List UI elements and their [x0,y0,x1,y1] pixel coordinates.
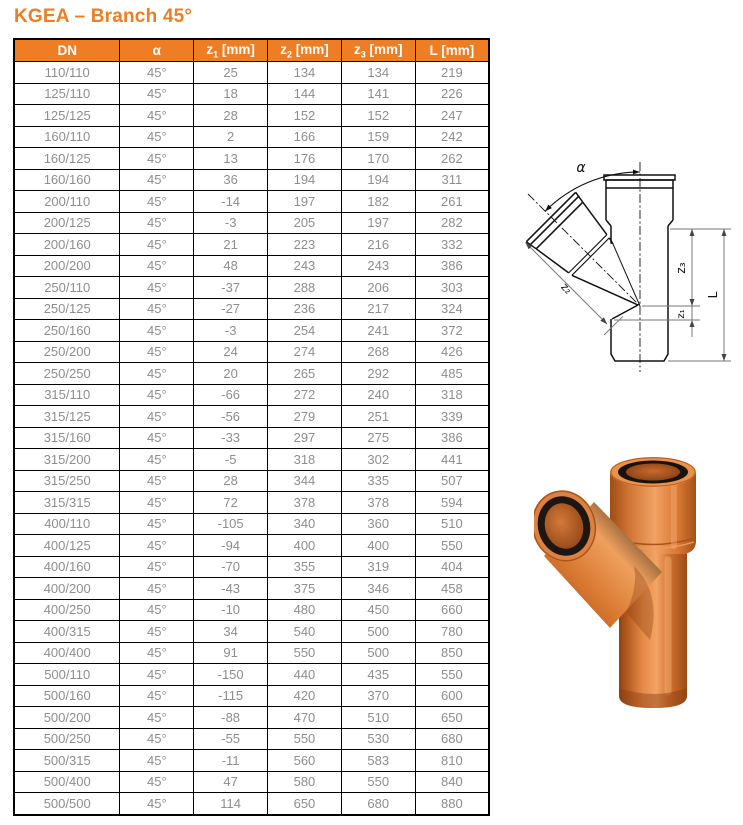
table-cell-z1: 25 [194,62,268,84]
table-cell-z1: -105 [194,513,268,535]
table-cell-dn: 200/110 [14,191,120,213]
table-cell-z2: 288 [268,277,342,299]
table-cell-z3: 319 [341,556,415,578]
table-body [14,62,489,815]
table-cell-l: 780 [415,621,489,643]
table-cell-z2: 470 [268,707,342,729]
table-cell-z1: -150 [194,664,268,686]
table-cell-dn: 200/200 [14,255,120,277]
table-cell-dn: 110/110 [14,62,120,84]
table-cell-dn: 125/110 [14,83,120,105]
table-cell-z1: -37 [194,277,268,299]
table-cell-l: 880 [415,793,489,815]
table-row [14,492,489,514]
table-cell-alpha: 45° [120,234,194,256]
l-label: L [706,291,720,299]
table-cell-z3: 159 [341,126,415,148]
table-row [14,406,489,428]
table-cell-z3: 134 [341,62,415,84]
table-cell-z2: 297 [268,427,342,449]
table-row [14,62,489,84]
table-cell-alpha: 45° [120,793,194,815]
table-row [14,728,489,750]
table-cell-z2: 540 [268,621,342,643]
table-cell-l: 850 [415,642,489,664]
table-cell-z3: 302 [341,449,415,471]
table-cell-z3: 370 [341,685,415,707]
table-cell-z1: -88 [194,707,268,729]
table-cell-l: 339 [415,406,489,428]
table-cell-dn: 400/200 [14,578,120,600]
table-cell-z2: 340 [268,513,342,535]
table-cell-dn: 250/160 [14,320,120,342]
table-cell-l: 810 [415,750,489,772]
table-cell-z1: 21 [194,234,268,256]
table-cell-z1: -3 [194,320,268,342]
table-row [14,556,489,578]
table-cell-z2: 254 [268,320,342,342]
table-cell-z1: 13 [194,148,268,170]
table-cell-z2: 378 [268,492,342,514]
table-cell-dn: 250/250 [14,363,120,385]
table-cell-alpha: 45° [120,105,194,127]
table-cell-z1: 24 [194,341,268,363]
column-header-z1: $z_1$ [mm] [194,39,268,62]
table-cell-z3: 292 [341,363,415,385]
table-cell-z3: 243 [341,255,415,277]
table-cell-z3: 240 [341,384,415,406]
table-cell-z1: -55 [194,728,268,750]
table-cell-l: 303 [415,277,489,299]
table-cell-z3: 275 [341,427,415,449]
table-cell-dn: 160/160 [14,169,120,191]
table-row [14,148,489,170]
table-cell-z3: 152 [341,105,415,127]
table-cell-alpha: 45° [120,556,194,578]
table-cell-z3: 241 [341,320,415,342]
table-cell-z3: 550 [341,771,415,793]
table-cell-z2: 176 [268,148,342,170]
table-cell-z2: 265 [268,363,342,385]
table-cell-alpha: 45° [120,406,194,428]
table-row [14,126,489,148]
table-cell-z1: -11 [194,750,268,772]
table-row [14,750,489,772]
table-cell-z2: 440 [268,664,342,686]
table-cell-alpha: 45° [120,169,194,191]
table-row [14,642,489,664]
table-cell-l: 386 [415,427,489,449]
table-cell-z2: 205 [268,212,342,234]
column-header-l: L [mm] [415,39,489,62]
table-cell-alpha: 45° [120,621,194,643]
table-cell-dn: 500/400 [14,771,120,793]
column-header-z3: $z_3$ [mm] [341,39,415,62]
technical-drawing [524,158,739,382]
table-row [14,664,489,686]
table-cell-dn: 250/200 [14,341,120,363]
table-cell-l: 458 [415,578,489,600]
table-cell-z3: 500 [341,621,415,643]
column-header-z2: $z_2$ [mm] [268,39,342,62]
table-cell-alpha: 45° [120,320,194,342]
table-row [14,105,489,127]
table-cell-l: 219 [415,62,489,84]
table-cell-z3: 197 [341,212,415,234]
table-cell-z1: 18 [194,83,268,105]
table-cell-z3: 141 [341,83,415,105]
table-cell-z3: 530 [341,728,415,750]
table-cell-dn: 400/400 [14,642,120,664]
table-cell-z3: 251 [341,406,415,428]
table-cell-z3: 206 [341,277,415,299]
table-cell-alpha: 45° [120,255,194,277]
table-cell-alpha: 45° [120,384,194,406]
page-title: KGEA – Branch 45° [14,6,193,27]
table-cell-z1: 28 [194,470,268,492]
table-cell-alpha: 45° [120,126,194,148]
table-row [14,320,489,342]
table-cell-z2: 236 [268,298,342,320]
table-cell-l: 332 [415,234,489,256]
table-cell-l: 441 [415,449,489,471]
table-cell-alpha: 45° [120,427,194,449]
table-row [14,685,489,707]
table-cell-dn: 315/125 [14,406,120,428]
table-cell-z3: 500 [341,642,415,664]
table-cell-z1: -33 [194,427,268,449]
table-cell-l: 485 [415,363,489,385]
table-cell-z2: 550 [268,642,342,664]
table-cell-l: 262 [415,148,489,170]
table-row [14,470,489,492]
table-cell-dn: 400/110 [14,513,120,535]
table-cell-z2: 279 [268,406,342,428]
table-cell-dn: 500/200 [14,707,120,729]
table-cell-l: 600 [415,685,489,707]
table-cell-l: 386 [415,255,489,277]
table-cell-alpha: 45° [120,578,194,600]
table-cell-l: 242 [415,126,489,148]
table-cell-l: 507 [415,470,489,492]
table-row [14,83,489,105]
table-cell-l: 650 [415,707,489,729]
table-cell-l: 594 [415,492,489,514]
table-cell-l: 426 [415,341,489,363]
table-cell-alpha: 45° [120,470,194,492]
table-cell-alpha: 45° [120,771,194,793]
table-cell-z1: -27 [194,298,268,320]
table-cell-z3: 510 [341,707,415,729]
table-cell-z3: 268 [341,341,415,363]
table-cell-alpha: 45° [120,212,194,234]
table-cell-dn: 500/500 [14,793,120,815]
table-cell-alpha: 45° [120,707,194,729]
table-row [14,513,489,535]
table-cell-z1: 47 [194,771,268,793]
table-cell-dn: 500/250 [14,728,120,750]
datasheet-table [13,38,490,816]
table-cell-dn: 125/125 [14,105,120,127]
table-cell-z2: 580 [268,771,342,793]
table-cell-dn: 250/110 [14,277,120,299]
table-cell-alpha: 45° [120,148,194,170]
table-cell-l: 318 [415,384,489,406]
table-row [14,298,489,320]
table-cell-l: 324 [415,298,489,320]
table-row [14,384,489,406]
table-cell-alpha: 45° [120,277,194,299]
table-cell-z2: 344 [268,470,342,492]
table-cell-z2: 223 [268,234,342,256]
table-cell-z1: 91 [194,642,268,664]
table-cell-z1: 28 [194,105,268,127]
table-cell-dn: 250/125 [14,298,120,320]
table-cell-z2: 355 [268,556,342,578]
table-cell-z3: 360 [341,513,415,535]
table-cell-alpha: 45° [120,664,194,686]
table-cell-z1: 36 [194,169,268,191]
table-cell-z1: 114 [194,793,268,815]
table-row [14,535,489,557]
table-row [14,578,489,600]
table-row [14,707,489,729]
table-cell-z2: 194 [268,169,342,191]
table-cell-z3: 335 [341,470,415,492]
table-cell-z2: 550 [268,728,342,750]
table-cell-dn: 200/125 [14,212,120,234]
table-cell-l: 261 [415,191,489,213]
table-cell-z1: 20 [194,363,268,385]
table-cell-dn: 500/315 [14,750,120,772]
table-cell-z2: 272 [268,384,342,406]
table-cell-z1: 48 [194,255,268,277]
table-cell-z2: 420 [268,685,342,707]
table-cell-z2: 400 [268,535,342,557]
table-cell-z3: 216 [341,234,415,256]
column-header-dn: DN [14,39,120,62]
table-row [14,277,489,299]
table-cell-alpha: 45° [120,685,194,707]
table-cell-l: 311 [415,169,489,191]
table-cell-dn: 400/250 [14,599,120,621]
table-cell-z2: 144 [268,83,342,105]
table-cell-z1: -94 [194,535,268,557]
table-cell-dn: 400/125 [14,535,120,557]
table-cell-z2: 274 [268,341,342,363]
table-cell-l: 372 [415,320,489,342]
table-cell-l: 226 [415,83,489,105]
table-cell-alpha: 45° [120,191,194,213]
table-cell-dn: 315/110 [14,384,120,406]
table-cell-l: 282 [415,212,489,234]
table-row [14,234,489,256]
table-cell-z1: -43 [194,578,268,600]
z3-label: z₃ [674,262,688,274]
table-cell-alpha: 45° [120,449,194,471]
table-cell-z1: -70 [194,556,268,578]
table-cell-z1: -5 [194,449,268,471]
table-cell-l: 247 [415,105,489,127]
table-cell-z1: -14 [194,191,268,213]
table-row [14,599,489,621]
table-row [14,771,489,793]
table-cell-alpha: 45° [120,642,194,664]
table-cell-dn: 400/315 [14,621,120,643]
table-cell-z3: 378 [341,492,415,514]
table-row [14,793,489,815]
z1-label: z₁ [676,309,687,319]
table-cell-l: 404 [415,556,489,578]
table-row [14,449,489,471]
table-row [14,191,489,213]
table-cell-z2: 560 [268,750,342,772]
table-cell-z2: 375 [268,578,342,600]
table-cell-z2: 197 [268,191,342,213]
table-row [14,427,489,449]
z2-label: z₂ [558,280,575,297]
table-row [14,363,489,385]
table-cell-alpha: 45° [120,62,194,84]
table-cell-z2: 480 [268,599,342,621]
table-cell-alpha: 45° [120,83,194,105]
table-cell-dn: 160/110 [14,126,120,148]
table-cell-z2: 134 [268,62,342,84]
table-cell-z3: 583 [341,750,415,772]
table-cell-dn: 315/160 [14,427,120,449]
table-cell-z3: 217 [341,298,415,320]
table-cell-z3: 194 [341,169,415,191]
table-cell-alpha: 45° [120,513,194,535]
table-cell-z1: 72 [194,492,268,514]
table-row [14,169,489,191]
table-cell-z2: 243 [268,255,342,277]
table-cell-l: 680 [415,728,489,750]
table-cell-alpha: 45° [120,535,194,557]
table-cell-dn: 500/160 [14,685,120,707]
table-cell-alpha: 45° [120,492,194,514]
table-cell-z2: 650 [268,793,342,815]
table-cell-z1: -66 [194,384,268,406]
table-cell-l: 550 [415,535,489,557]
table-cell-dn: 200/160 [14,234,120,256]
table-cell-l: 550 [415,664,489,686]
table-cell-z3: 435 [341,664,415,686]
table-row [14,255,489,277]
table-cell-z1: 2 [194,126,268,148]
table-row [14,341,489,363]
table-cell-z3: 182 [341,191,415,213]
table-cell-l: 510 [415,513,489,535]
table-row [14,621,489,643]
table-cell-l: 840 [415,771,489,793]
table-cell-z3: 680 [341,793,415,815]
table-cell-dn: 400/160 [14,556,120,578]
table-cell-z3: 400 [341,535,415,557]
table-cell-dn: 160/125 [14,148,120,170]
table-header-row [14,39,489,62]
product-photo [534,448,706,723]
table-cell-z1: -3 [194,212,268,234]
table-cell-z3: 346 [341,578,415,600]
table-cell-z2: 152 [268,105,342,127]
table-cell-z1: -10 [194,599,268,621]
table-cell-z1: 34 [194,621,268,643]
table-cell-z3: 450 [341,599,415,621]
table-cell-dn: 315/315 [14,492,120,514]
table-cell-z2: 166 [268,126,342,148]
table-cell-alpha: 45° [120,750,194,772]
column-header-alpha: α [120,39,194,62]
table-cell-dn: 500/110 [14,664,120,686]
table-cell-alpha: 45° [120,599,194,621]
table-cell-alpha: 45° [120,363,194,385]
table-cell-l: 660 [415,599,489,621]
table-cell-z2: 318 [268,449,342,471]
table-cell-z1: -56 [194,406,268,428]
table-cell-z1: -115 [194,685,268,707]
table-cell-alpha: 45° [120,728,194,750]
alpha-label: α [576,160,586,176]
table-cell-dn: 315/200 [14,449,120,471]
table-cell-dn: 315/250 [14,470,120,492]
table-row [14,212,489,234]
table-cell-alpha: 45° [120,298,194,320]
table-cell-z3: 170 [341,148,415,170]
table-cell-alpha: 45° [120,341,194,363]
